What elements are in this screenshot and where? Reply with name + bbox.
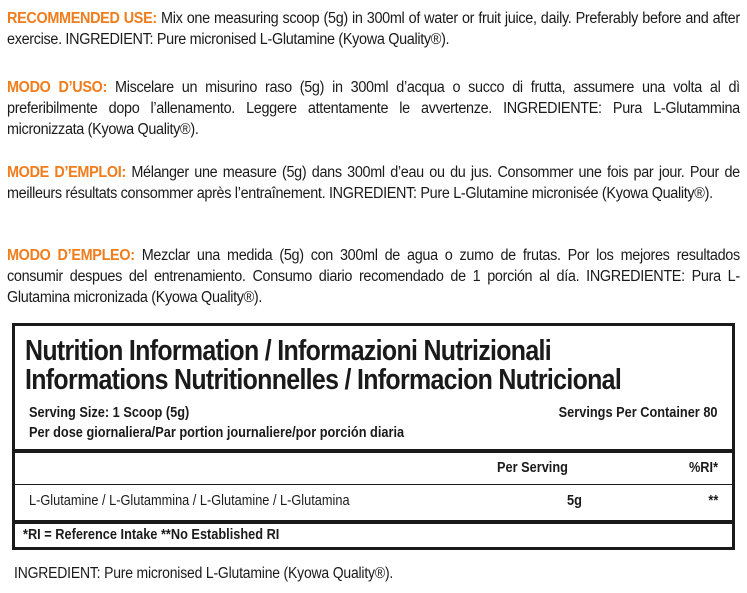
instruction-spanish — [7, 245, 740, 308]
instruction-label: MODO D’USO: — [7, 79, 108, 96]
nutrition-panel — [12, 323, 735, 550]
column-header-per-serving: Per Serving — [497, 460, 568, 476]
bottom-ingredient: INGREDIENT: Pure micronised L-Glutamine (Kyowa Quality®). — [14, 565, 394, 582]
instruction-italian — [7, 77, 740, 140]
serving-size: Serving Size: 1 Scoop (5g) — [29, 405, 190, 421]
instruction-text: Mélanger une measure (5g) dans 300ml d’eau ou du jus. Consommer une fois par jour. Pour de meilleurs résultats consommer après l’entraînement. INGREDIENT: Pure L-Glutamine micronisée (Kyowa Quality®). — [7, 164, 740, 202]
nutrition-title-line1: Nutrition Information / Informazioni Nutrizionali — [25, 335, 552, 367]
divider-thick — [15, 449, 732, 453]
per-dose-label: Per dose giornaliera/Par portion journaliere/por porción diaria — [29, 425, 405, 441]
footnote: *RI = Reference Intake **No Established RI — [23, 527, 280, 543]
instruction-text: Miscelare un misurino raso (5g) in 300ml d’acqua o succo di frutta, assumere una volta al dì preferibilmente dopo l’allenamento. Leggere attentamente le avvertenze. INGREDIENTE: Pura L-Glutammina micronizzata (Kyowa Quality®). — [7, 79, 740, 138]
instruction-label: MODE D’EMPLOI: — [7, 164, 126, 181]
instruction-french — [7, 162, 740, 204]
divider-thick — [15, 520, 732, 524]
nutrient-ri: ** — [708, 493, 718, 509]
nutrient-per-serving: 5g — [567, 493, 582, 509]
nutrient-name: L-Glutamine / L-Glutammina / L-Glutamine / L-Glutamina — [29, 493, 350, 509]
nutrition-title-line2: Informations Nutritionnelles / Informacion Nutricional — [25, 364, 622, 396]
instruction-text: Mezclar una medida (5g) con 300ml de agua o zumo de frutas. Por los mejores resultados consumir despues del entrenamiento. Consumo diario recomendado de 1 porción al día. INGREDIENTE: Pura L-Glutamina micronizada (Kyowa Quality®). — [7, 247, 740, 306]
divider-thin — [15, 484, 732, 485]
instruction-label: MODO D’EMPLEO: — [7, 247, 135, 264]
servings-per-container: Servings Per Container 80 — [559, 405, 718, 421]
instruction-text: Mix one measuring scoop (5g) in 300ml of water or fruit juice, daily. Preferably before and after exercise. INGREDIENT: Pure micronised L-Glutamine (Kyowa Quality®). — [7, 10, 740, 48]
instruction-label: RECOMMENDED USE: — [7, 10, 157, 27]
instruction-english — [7, 8, 740, 50]
column-header-ri: %RI* — [688, 460, 718, 476]
